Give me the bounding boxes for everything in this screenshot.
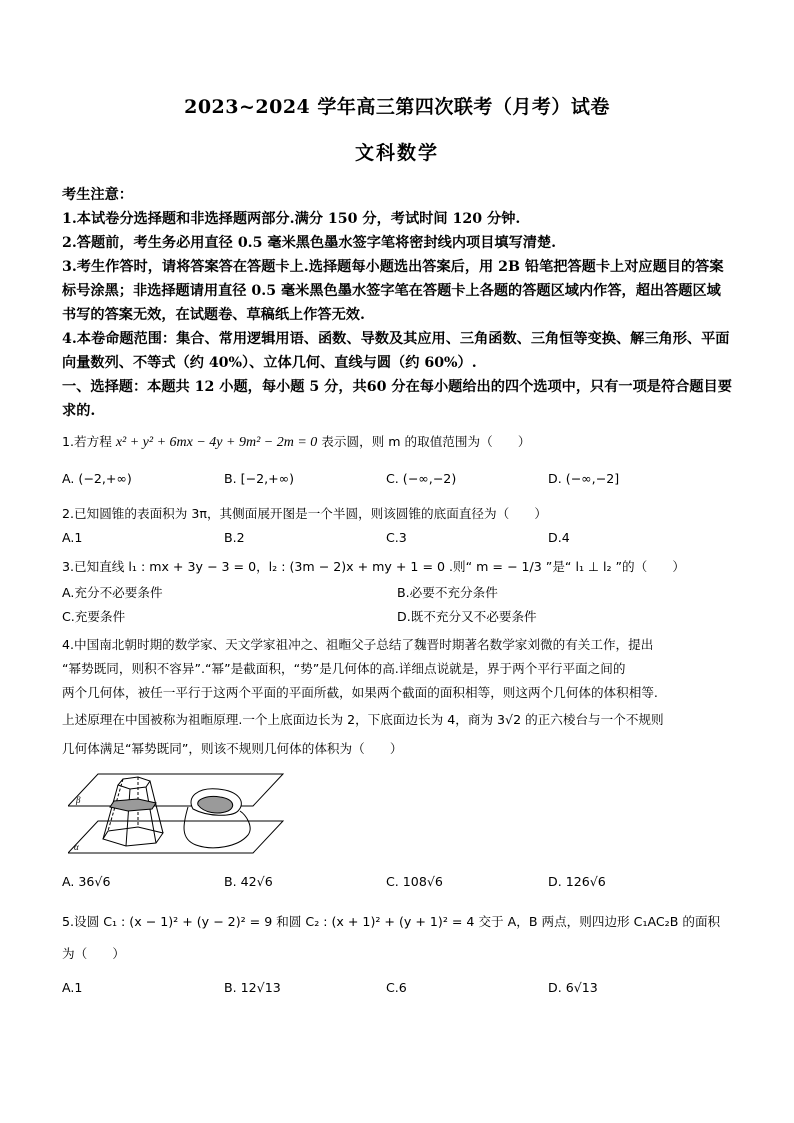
option-a[interactable]: A. 36√6: [62, 874, 111, 889]
exam-page: [62, 92, 732, 997]
option-d[interactable]: D. (−∞,−2]: [548, 471, 620, 486]
question-5-line: 为（ ）: [62, 946, 125, 961]
question-5-line: 5.设圆 C₁ : (x − 1)² + (y − 2)² = 9 和圆 C₂ : (x + 1)² + (y + 1)² = 4 交于 A，B 两点，则四边形 C₁AC₂B 的面积: [62, 914, 721, 929]
exam-title: 2023~2024 学年高三第四次联考（月考）试卷: [184, 96, 610, 118]
section-heading-choice: 一、选择题：本题共 12 小题，每小题 5 分，共60 分在每小题给出的四个选项中，只有一项是符合题目要求的.: [62, 379, 732, 419]
question-2-options: [62, 529, 732, 547]
option-b[interactable]: B.2: [224, 530, 245, 545]
option-b[interactable]: B. 12√13: [224, 980, 281, 995]
option-d[interactable]: D.既不充分又不必要条件: [397, 609, 537, 624]
option-b[interactable]: B. 42√6: [224, 874, 273, 889]
note-item: 3.考生作答时，请将答案答在答题卡上.选择题每小题选出答案后，用 2B 铅笔把答题卡上对应题目的答案标号涂黑；非选择题请用直径 0.5 毫米黑色墨水签字笔在答题卡上各题的答题区域内作答，超出答题区域书写的答案无效，在试题卷、草稿纸上作答无效.: [62, 259, 724, 323]
option-c[interactable]: C.6: [386, 980, 407, 995]
note-item: 4.本卷命题范围：集合、常用逻辑用语、函数、导数及其应用、三角函数、三角恒等变换、解三角形、平面向量数列、不等式（约 40%）、立体几何、直线与圆（约 60%）.: [62, 331, 730, 371]
option-a[interactable]: A.充分不必要条件: [62, 585, 163, 600]
plane-alpha: [68, 821, 283, 853]
prism-figure: [68, 769, 288, 869]
question-3-stem: 3.已知直线 l₁ : mx + 3y − 3 = 0，l₂ : (3m − 2)x + my + 1 = 0 .则“ m = − 1/3 ”是“ l₁ ⊥ l₂ ”的（ ）: [62, 559, 686, 574]
option-d[interactable]: D.4: [548, 530, 570, 545]
option-b[interactable]: B.必要不充分条件: [397, 585, 498, 600]
question-1-post: 表示圆，则 m 的取值范围为（ ）: [317, 434, 531, 449]
question-1-equation: x² + y² + 6mx − 4y + 9m² − 2m = 0: [115, 435, 318, 450]
question-1-pre: 1.若方程: [62, 434, 116, 449]
question-1-stem: [62, 433, 732, 452]
question-1-options: [62, 470, 732, 488]
question-4-line: 两个几何体，被任一平行于这两个平面的平面所截，如果两个截面的面积相等，则这两个几何体的体积相等.: [62, 685, 658, 700]
question-2: [62, 505, 732, 547]
question-2-stem: 2.已知圆锥的表面积为 3π，其侧面展开图是一个半圆，则该圆锥的底面直径为（ ）: [62, 506, 547, 521]
option-c[interactable]: C.3: [386, 530, 407, 545]
note-item: 2.答题前，考生务必用直径 0.5 毫米黑色墨水签字笔将密封线内项目填写清楚.: [62, 235, 557, 251]
question-5: [62, 905, 732, 997]
option-c[interactable]: C. (−∞,−2): [386, 471, 457, 486]
exam-subtitle: 文科数学: [354, 142, 439, 164]
option-b[interactable]: B. [−2,+∞): [224, 471, 295, 486]
question-1: [62, 433, 732, 488]
option-a[interactable]: A.1: [62, 980, 83, 995]
question-4-line: 上述原理在中国被称为祖暅原理.一个上底面边长为 2，下底面边长为 4，商为 3√2 的正六棱台与一个不规则: [62, 712, 664, 727]
option-a[interactable]: A. (−2,+∞): [62, 471, 132, 486]
label-beta: β: [76, 795, 81, 805]
question-4-line: “幂势既同，则积不容异”.“幂”是截面积，“势”是几何体的高.详细点说就是，界于两个平行平面之间的: [62, 661, 626, 676]
prism-figure-svg: [68, 769, 288, 869]
question-3-options: [62, 581, 732, 629]
option-c[interactable]: C.充要条件: [62, 609, 126, 624]
option-a[interactable]: A.1: [62, 530, 83, 545]
plane-beta: [68, 774, 283, 806]
question-4-line: 4.中国南北朝时期的数学家、天文学家祖冲之、祖暅父子总结了魏晋时期著名数学家刘微的有关工作，提出: [62, 637, 654, 652]
frustum-top: [118, 777, 150, 789]
option-d[interactable]: D. 126√6: [548, 874, 606, 889]
exam-notes: [62, 183, 732, 375]
question-4-options: [62, 873, 732, 891]
question-5-options: [62, 979, 732, 997]
question-4: [62, 633, 732, 891]
label-alpha: α: [74, 842, 79, 852]
frustum-section: [110, 799, 156, 811]
option-d[interactable]: D. 6√13: [548, 980, 598, 995]
option-c[interactable]: C. 108√6: [386, 874, 443, 889]
note-item: 1.本试卷分选择题和非选择题两部分.满分 150 分，考试时间 120 分钟.: [62, 211, 521, 227]
notes-heading: 考生注意：: [62, 187, 133, 203]
question-3: [62, 555, 732, 629]
question-4-line: 几何体满足“幂势既同”，则该不规则几何体的体积为（ ）: [62, 741, 403, 756]
